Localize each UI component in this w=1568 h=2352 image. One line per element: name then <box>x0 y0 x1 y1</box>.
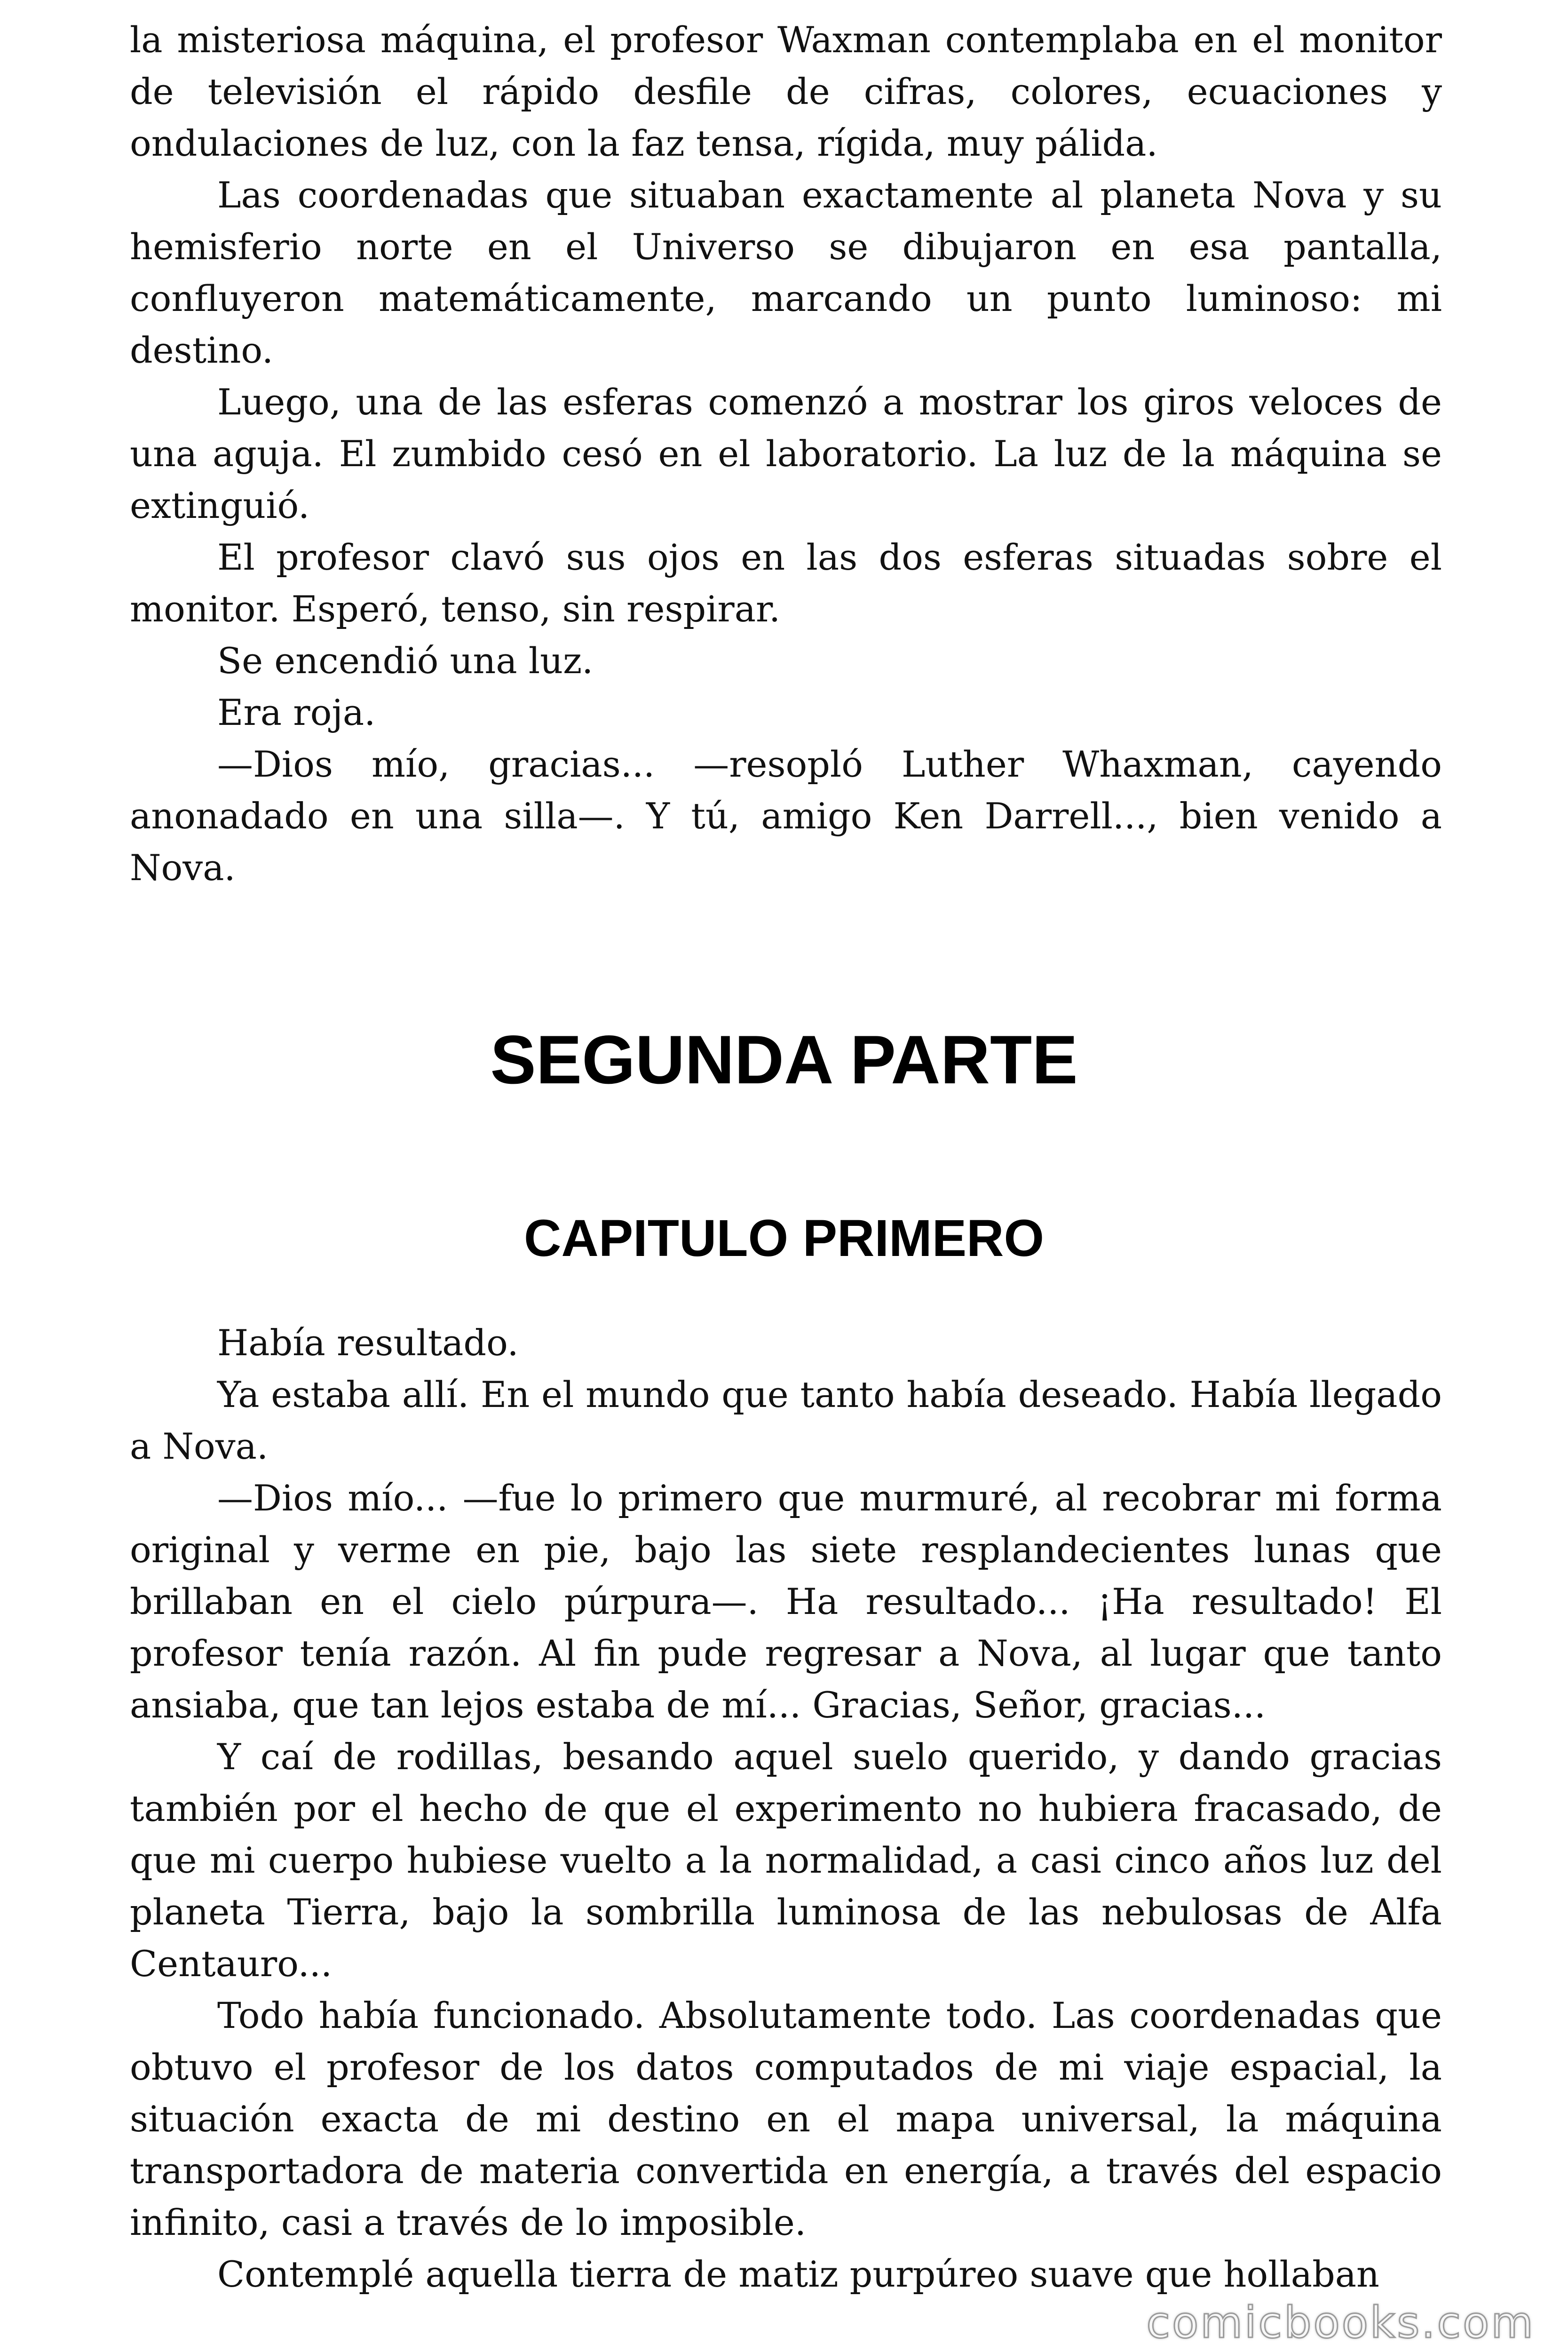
paragraph: Se encendió una luz. <box>217 640 594 682</box>
part-title: SEGUNDA PARTE <box>490 1021 1078 1098</box>
paragraph: El profesor clavó sus ojos en las dos esferas situadas sobre el monitor. Esperó, tenso, sin respirar. <box>130 536 1442 630</box>
chapter-body <box>130 1317 1442 2300</box>
paragraph: Contemplé aquella tierra de matiz purpúreo suave que hollaban <box>217 2253 1380 2295</box>
paragraph: Y caí de rodillas, besando aquel suelo querido, y dando gracias también por el hecho de que el experimento no hubiera fracasado, de que mi cuerpo hubiese vuelto a la normalidad, a casi cinco años luz del planeta Tierra, bajo la sombrilla luminosa de las nebulosas de Alfa Centauro... <box>130 1736 1442 1985</box>
paragraph: Todo había funcionado. Absolutamente todo. Las coordenadas que obtuvo el profesor de los datos computados de mi viaje espacial, la situación exacta de mi destino en el mapa universal, la máquina transportadora de materia convertida en energía, a través del espacio infinito, casi a través de lo imposible. <box>130 1994 1442 2243</box>
previous-chapter-ending <box>130 14 1442 894</box>
watermark: comicbooks.com <box>1146 2297 1535 2348</box>
paragraph: Las coordenadas que situaban exactamente al planeta Nova y su hemisferio norte en el Universo se dibujaron en esa pantalla, confluyeron matemáticamente, marcando un punto luminoso: mi destino. <box>130 174 1442 371</box>
paragraph: —Dios mío, gracias... —resopló Luther Whaxman, cayendo anonadado en una silla—. Y tú, amigo Ken Darrell..., bien venido a Nova. <box>130 743 1442 889</box>
paragraph: —Dios mío... —fue lo primero que murmuré, al recobrar mi forma original y verme en pie, bajo las siete resplandecientes lunas que brillaban en el cielo púrpura—. Ha resultado... ¡Ha resultado! El profesor tenía razón. Al fin pude regresar a Nova, al lugar que tanto ansiaba, que tan lejos estaba de mí... Gracias, Señor, gracias... <box>130 1477 1442 1726</box>
paragraph: Luego, una de las esferas comenzó a mostrar los giros veloces de una aguja. El zumbido cesó en el laboratorio. La luz de la máquina se extinguió. <box>130 381 1442 526</box>
paragraph: Ya estaba allí. En el mundo que tanto había deseado. Había llegado a Nova. <box>130 1374 1442 1467</box>
chapter-title: CAPITULO PRIMERO <box>523 1209 1045 1267</box>
paragraph: Había resultado. <box>217 1322 519 1364</box>
paragraph: la misteriosa máquina, el profesor Waxman contemplaba en el monitor de televisión el rápido desfile de cifras, colores, ecuaciones y ondulaciones de luz, con la faz tensa, rígida, muy pálida. <box>130 19 1442 164</box>
paragraph: Era roja. <box>217 691 376 733</box>
